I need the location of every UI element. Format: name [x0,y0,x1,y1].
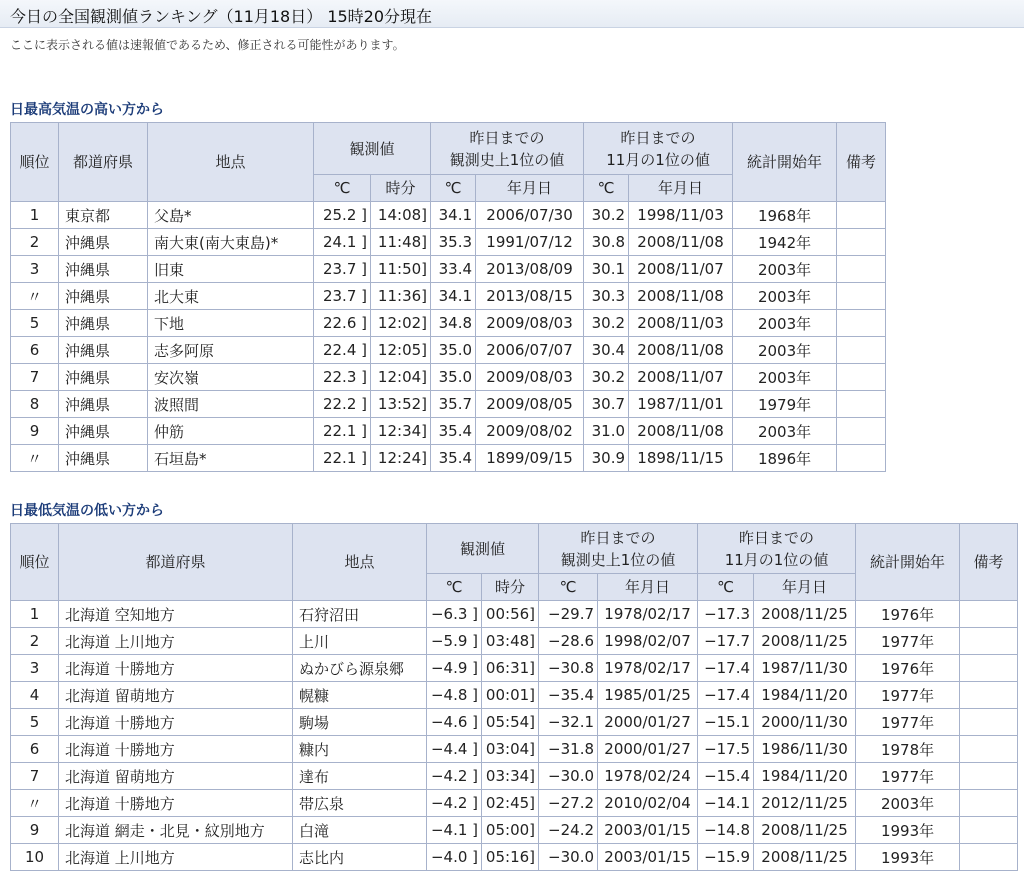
record-nov-value-cell: 30.3 [584,283,629,310]
record-nov-value-cell: −17.5 [698,736,754,763]
record-all-date-cell: 2010/02/04 [598,790,698,817]
record-nov-date-cell: 2008/11/08 [629,418,733,445]
observed-value-cell: 22.1 ] [314,445,371,472]
record-all-value-cell: −35.4 [539,682,598,709]
record-nov-date-cell: 2008/11/25 [754,601,856,628]
record-all-value-cell: −30.0 [539,763,598,790]
record-all-value-cell: 34.8 [431,310,476,337]
point-cell: 駒場 [293,709,427,736]
record-all-date-cell: 2009/08/02 [476,418,584,445]
record-all-date-cell: 1991/07/12 [476,229,584,256]
record-all-value-cell: 34.1 [431,283,476,310]
observed-time-cell: 05:00] [482,817,539,844]
observed-time-cell: 11:48] [371,229,431,256]
point-cell: 北大東 [148,283,314,310]
record-nov-value-cell: −14.1 [698,790,754,817]
prefecture-cell: 沖縄県 [59,445,148,472]
rank-cell: 3 [11,256,59,283]
start-year-cell: 1968年 [733,202,837,229]
rank-cell: 1 [11,202,59,229]
record-nov-date-cell: 1998/11/03 [629,202,733,229]
table-row [11,256,886,283]
point-cell: 波照間 [148,391,314,418]
point-cell: 南大東(南大東島)* [148,229,314,256]
observed-time-cell: 05:54] [482,709,539,736]
rank-cell: 8 [11,391,59,418]
point-cell: 上川 [293,628,427,655]
start-year-cell: 1977年 [856,763,960,790]
table-row [11,844,1018,871]
record-nov-date-cell: 2008/11/25 [754,628,856,655]
record-nov-value-cell: 30.2 [584,202,629,229]
header-record-nov [584,123,733,175]
rank-cell: 6 [11,337,59,364]
start-year-cell: 2003年 [733,283,837,310]
start-year-cell: 1942年 [733,229,837,256]
remarks-cell [837,364,886,391]
start-year-cell: 1976年 [856,655,960,682]
record-nov-date-cell: 2008/11/25 [754,844,856,871]
record-all-value-cell: 35.7 [431,391,476,418]
prefecture-cell: 北海道 留萌地方 [59,763,293,790]
record-nov-value-cell: 30.4 [584,337,629,364]
remarks-cell [837,310,886,337]
record-all-date-cell: 1978/02/24 [598,763,698,790]
prefecture-cell: 沖縄県 [59,418,148,445]
record-nov-date-cell: 1987/11/01 [629,391,733,418]
remarks-cell [837,256,886,283]
prefecture-cell: 沖縄県 [59,364,148,391]
record-nov-date-cell: 2012/11/25 [754,790,856,817]
observed-value-cell: −4.2 ] [427,763,482,790]
start-year-cell: 1979年 [733,391,837,418]
remarks-cell [837,202,886,229]
record-all-value-cell: −30.8 [539,655,598,682]
observed-value-cell: 25.2 ] [314,202,371,229]
header-observed: 観測値 [314,123,431,175]
start-year-cell: 1977年 [856,628,960,655]
record-all-date-cell: 1998/02/07 [598,628,698,655]
record-nov-date-cell: 2008/11/08 [629,283,733,310]
table-row [11,817,1018,844]
point-cell: 石狩沼田 [293,601,427,628]
observed-value-cell: −4.1 ] [427,817,482,844]
record-nov-date-cell: 1987/11/30 [754,655,856,682]
observed-value-cell: −4.6 ] [427,709,482,736]
observed-value-cell: −4.8 ] [427,682,482,709]
prefecture-cell: 沖縄県 [59,256,148,283]
point-cell: 志多阿原 [148,337,314,364]
table-row [11,202,886,229]
start-year-cell: 1993年 [856,817,960,844]
ranking-rows-high [11,202,886,472]
rank-cell: 7 [11,763,59,790]
header-prefecture: 都道府県 [59,524,293,601]
remarks-cell [960,601,1018,628]
observed-value-cell: 22.3 ] [314,364,371,391]
record-nov-date-cell: 2008/11/08 [629,229,733,256]
record-all-value-cell: −31.8 [539,736,598,763]
table-row [11,337,886,364]
observed-value-cell: −5.9 ] [427,628,482,655]
table-row [11,310,886,337]
header-point: 地点 [293,524,427,601]
record-nov-date-cell: 2008/11/08 [629,337,733,364]
rank-cell: 〃 [11,445,59,472]
remarks-cell [960,763,1018,790]
observed-time-cell: 03:04] [482,736,539,763]
prefecture-cell: 北海道 十勝地方 [59,790,293,817]
table-row [11,790,1018,817]
remarks-cell [837,418,886,445]
rank-cell: 〃 [11,283,59,310]
subheader-date: 年月日 [598,574,698,601]
rank-cell: 2 [11,229,59,256]
notice-text: ここに表示される値は速報値であるため、修正される可能性があります。 [10,38,405,52]
record-all-date-cell: 1899/09/15 [476,445,584,472]
start-year-cell: 1896年 [733,445,837,472]
header-record-all [431,123,584,175]
prefecture-cell: 北海道 十勝地方 [59,709,293,736]
record-nov-value-cell: 30.2 [584,310,629,337]
header-record-all-line2: 観測史上1位の値 [449,150,565,169]
record-all-value-cell: −27.2 [539,790,598,817]
table-row [11,418,886,445]
record-all-date-cell: 2003/01/15 [598,844,698,871]
table-row [11,364,886,391]
observed-time-cell: 05:16] [482,844,539,871]
table-row [11,682,1018,709]
start-year-cell: 2003年 [733,364,837,391]
record-all-date-cell: 2013/08/09 [476,256,584,283]
prefecture-cell: 北海道 網走・北見・紋別地方 [59,817,293,844]
record-all-value-cell: 35.0 [431,364,476,391]
remarks-cell [960,736,1018,763]
start-year-cell: 2003年 [733,310,837,337]
header-record-all-line1: 昨日までの [580,528,656,547]
table-row [11,655,1018,682]
record-nov-value-cell: 30.2 [584,364,629,391]
prefecture-cell: 北海道 上川地方 [59,628,293,655]
record-nov-date-cell: 1984/11/20 [754,682,856,709]
header-observed: 観測値 [427,524,539,574]
observed-time-cell: 03:48] [482,628,539,655]
prefecture-cell: 沖縄県 [59,337,148,364]
ranking-table-low [10,523,1018,871]
header-record-all-line2: 観測史上1位の値 [560,550,676,569]
rank-cell: 〃 [11,790,59,817]
ranking-rows-low [11,601,1018,871]
point-cell: 志比内 [293,844,427,871]
prefecture-cell: 沖縄県 [59,283,148,310]
start-year-cell: 2003年 [856,790,960,817]
observed-time-cell: 03:34] [482,763,539,790]
subheader-date: 年月日 [629,175,733,202]
record-all-date-cell: 2000/01/27 [598,736,698,763]
record-nov-value-cell: −15.9 [698,844,754,871]
start-year-cell: 2003年 [733,337,837,364]
page-title-bar [0,0,1024,28]
observed-time-cell: 12:02] [371,310,431,337]
record-all-value-cell: 35.3 [431,229,476,256]
record-all-date-cell: 1978/02/17 [598,601,698,628]
record-nov-value-cell: −15.1 [698,709,754,736]
record-all-date-cell: 1978/02/17 [598,655,698,682]
record-all-value-cell: −29.7 [539,601,598,628]
prefecture-cell: 北海道 十勝地方 [59,655,293,682]
rank-cell: 1 [11,601,59,628]
point-cell: 旧東 [148,256,314,283]
record-all-date-cell: 2009/08/05 [476,391,584,418]
ranking-table-high [10,122,886,472]
record-all-date-cell: 2000/01/27 [598,709,698,736]
start-year-cell: 1976年 [856,601,960,628]
point-cell: 幌糠 [293,682,427,709]
prefecture-cell: 東京都 [59,202,148,229]
observed-time-cell: 13:52] [371,391,431,418]
observed-time-cell: 00:01] [482,682,539,709]
header-remarks: 備考 [837,123,886,202]
observed-time-cell: 06:31] [482,655,539,682]
remarks-cell [837,283,886,310]
prefecture-cell: 北海道 空知地方 [59,601,293,628]
header-prefecture: 都道府県 [59,123,148,202]
header-point: 地点 [148,123,314,202]
record-nov-value-cell: 31.0 [584,418,629,445]
observed-time-cell: 14:08] [371,202,431,229]
header-record-nov-line2: 11月の1位の値 [606,150,710,169]
start-year-cell: 1977年 [856,682,960,709]
prefecture-cell: 北海道 上川地方 [59,844,293,871]
record-all-date-cell: 2003/01/15 [598,817,698,844]
subheader-degree: ℃ [584,175,629,202]
record-all-value-cell: 35.0 [431,337,476,364]
point-cell: 安次嶺 [148,364,314,391]
point-cell: 白滝 [293,817,427,844]
header-record-nov-line1: 昨日までの [620,128,696,147]
remarks-cell [960,817,1018,844]
start-year-cell: 2003年 [733,256,837,283]
header-record-nov-line1: 昨日までの [739,528,815,547]
prefecture-cell: 沖縄県 [59,391,148,418]
record-nov-date-cell: 2008/11/03 [629,310,733,337]
rank-cell: 4 [11,682,59,709]
subheader-date: 年月日 [754,574,856,601]
point-cell: ぬかびら源泉郷 [293,655,427,682]
remarks-cell [960,682,1018,709]
table-row [11,283,886,310]
record-nov-value-cell: −17.4 [698,655,754,682]
page-title: 今日の全国観測値ランキング（11月18日） 15時20分現在 [10,7,433,26]
table-row [11,628,1018,655]
record-nov-value-cell: 30.7 [584,391,629,418]
record-nov-value-cell: 30.1 [584,256,629,283]
table-row [11,709,1018,736]
rank-cell: 9 [11,817,59,844]
subheader-degree: ℃ [431,175,476,202]
observed-time-cell: 12:05] [371,337,431,364]
record-nov-date-cell: 2000/11/30 [754,709,856,736]
rank-cell: 7 [11,364,59,391]
record-all-value-cell: 33.4 [431,256,476,283]
record-all-value-cell: 35.4 [431,418,476,445]
record-all-value-cell: −30.0 [539,844,598,871]
record-nov-date-cell: 2008/11/25 [754,817,856,844]
record-nov-value-cell: −15.4 [698,763,754,790]
record-all-date-cell: 1985/01/25 [598,682,698,709]
subheader-time: 時分 [371,175,431,202]
table-row [11,445,886,472]
record-all-date-cell: 2013/08/15 [476,283,584,310]
observed-value-cell: 23.7 ] [314,256,371,283]
observed-time-cell: 11:50] [371,256,431,283]
observed-time-cell: 12:34] [371,418,431,445]
rank-cell: 10 [11,844,59,871]
table-row [11,736,1018,763]
observed-time-cell: 12:24] [371,445,431,472]
point-cell: 仲筋 [148,418,314,445]
rank-cell: 9 [11,418,59,445]
subheader-time: 時分 [482,574,539,601]
observed-value-cell: −4.2 ] [427,790,482,817]
section-title-low: 日最低気温の低い方から [10,503,164,519]
record-nov-value-cell: −14.8 [698,817,754,844]
prefecture-cell: 北海道 留萌地方 [59,682,293,709]
observed-value-cell: 22.2 ] [314,391,371,418]
record-nov-value-cell: 30.9 [584,445,629,472]
header-start-year: 統計開始年 [856,524,960,601]
table-row [11,229,886,256]
observed-time-cell: 12:04] [371,364,431,391]
subheader-degree: ℃ [427,574,482,601]
remarks-cell [960,709,1018,736]
header-record-nov-line2: 11月の1位の値 [724,550,829,569]
rank-cell: 5 [11,310,59,337]
section-title-high: 日最高気温の高い方から [10,102,164,118]
table-row [11,391,886,418]
point-cell: 糠内 [293,736,427,763]
header-record-nov [698,524,856,574]
record-nov-date-cell: 2008/11/07 [629,364,733,391]
record-nov-value-cell: −17.7 [698,628,754,655]
table-row [11,763,1018,790]
start-year-cell: 1977年 [856,709,960,736]
prefecture-cell: 沖縄県 [59,229,148,256]
rank-cell: 5 [11,709,59,736]
point-cell: 下地 [148,310,314,337]
remarks-cell [837,229,886,256]
subheader-degree: ℃ [698,574,754,601]
observed-time-cell: 11:36] [371,283,431,310]
record-nov-value-cell: −17.3 [698,601,754,628]
record-nov-value-cell: −17.4 [698,682,754,709]
header-record-all-line1: 昨日までの [469,128,545,147]
remarks-cell [960,790,1018,817]
record-all-value-cell: −24.2 [539,817,598,844]
remarks-cell [960,655,1018,682]
remarks-cell [837,445,886,472]
record-all-date-cell: 2009/08/03 [476,310,584,337]
remarks-cell [837,337,886,364]
observed-time-cell: 02:45] [482,790,539,817]
header-record-all [539,524,698,574]
header-remarks: 備考 [960,524,1018,601]
subheader-degree: ℃ [539,574,598,601]
start-year-cell: 2003年 [733,418,837,445]
observed-value-cell: 22.6 ] [314,310,371,337]
remarks-cell [837,391,886,418]
record-all-date-cell: 2009/08/03 [476,364,584,391]
start-year-cell: 1993年 [856,844,960,871]
observed-time-cell: 00:56] [482,601,539,628]
rank-cell: 2 [11,628,59,655]
record-all-date-cell: 2006/07/30 [476,202,584,229]
remarks-cell [960,628,1018,655]
rank-cell: 3 [11,655,59,682]
record-nov-date-cell: 2008/11/07 [629,256,733,283]
record-all-date-cell: 2006/07/07 [476,337,584,364]
observed-value-cell: 24.1 ] [314,229,371,256]
record-all-value-cell: −28.6 [539,628,598,655]
record-all-value-cell: 34.1 [431,202,476,229]
table-row [11,601,1018,628]
record-nov-date-cell: 1984/11/20 [754,763,856,790]
subheader-degree: ℃ [314,175,371,202]
header-rank: 順位 [11,123,59,202]
observed-value-cell: −4.0 ] [427,844,482,871]
observed-value-cell: −4.9 ] [427,655,482,682]
observed-value-cell: −6.3 ] [427,601,482,628]
rank-cell: 6 [11,736,59,763]
point-cell: 父島* [148,202,314,229]
record-nov-date-cell: 1986/11/30 [754,736,856,763]
observed-value-cell: 22.4 ] [314,337,371,364]
observed-value-cell: 22.1 ] [314,418,371,445]
start-year-cell: 1978年 [856,736,960,763]
point-cell: 帯広泉 [293,790,427,817]
observed-value-cell: 23.7 ] [314,283,371,310]
record-all-value-cell: −32.1 [539,709,598,736]
point-cell: 石垣島* [148,445,314,472]
subheader-date: 年月日 [476,175,584,202]
header-rank: 順位 [11,524,59,601]
record-all-value-cell: 35.4 [431,445,476,472]
prefecture-cell: 沖縄県 [59,310,148,337]
record-nov-value-cell: 30.8 [584,229,629,256]
remarks-cell [960,844,1018,871]
prefecture-cell: 北海道 十勝地方 [59,736,293,763]
point-cell: 達布 [293,763,427,790]
record-nov-date-cell: 1898/11/15 [629,445,733,472]
observed-value-cell: −4.4 ] [427,736,482,763]
header-start-year: 統計開始年 [733,123,837,202]
